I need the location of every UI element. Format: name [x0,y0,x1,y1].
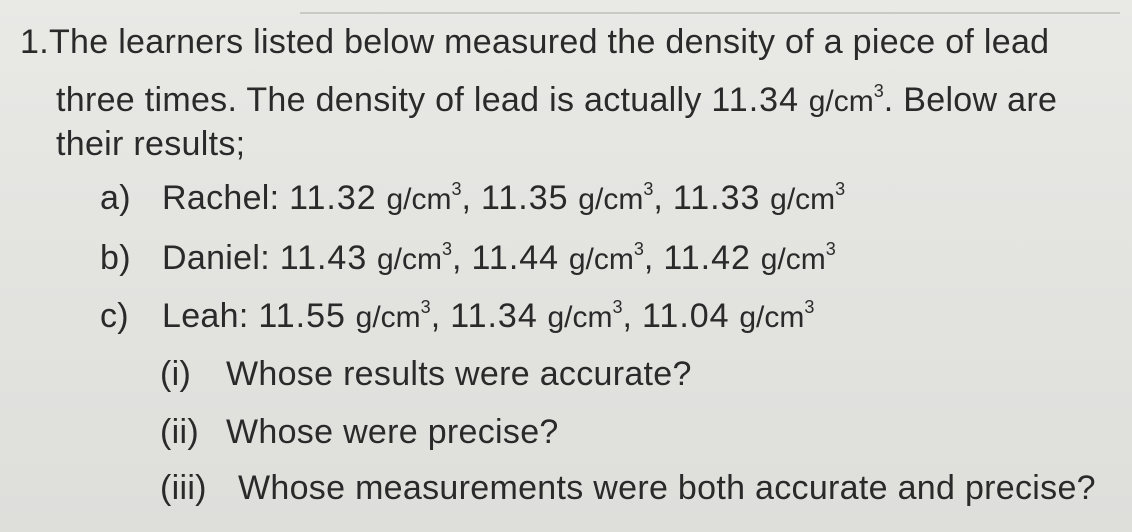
measurement-value: 11.32 [289,179,377,217]
measurement-unit: $g/cm^3$ [547,297,623,334]
measurement-value: 11.55 [258,297,346,335]
learner-name: Daniel: [162,239,270,277]
question-intro-line2-a: three times. The density of lead is actually [56,81,712,119]
sub-question-i [160,354,692,394]
measurement-unit: $g/cm^3$ [760,239,836,276]
sub-question-label: (i) [160,355,192,393]
learner-row-leah: c) Leah: 11.55 $g/cm^3$, 11.34 $g/cm^3$, 11.04 $g/cm^3$ [100,297,815,335]
learner-label: c) [100,297,129,335]
measurement-unit: $g/cm^3$ [739,297,815,334]
question-line-3 [56,124,245,164]
measurement-value: 11.34 [450,297,538,335]
question-line-1 [20,22,1049,62]
actual-density-value: 11.34 [711,81,799,119]
sub-question-iii [160,468,1096,508]
measurement-value: 11.42 [663,239,751,277]
measurement-unit: $g/cm^3$ [355,297,431,334]
question-intro-line1: The learners listed below measured the density of a piece of lead [48,23,1050,61]
sub-question-text: Whose measurements were both accurate and precise? [238,469,1096,507]
learner-row-rachel: a) Rachel: 11.32 $g/cm^3$, 11.35 $g/cm^3$, 11.33 $g/cm^3$ [100,179,846,217]
sub-question-text: Whose were precise? [226,413,559,451]
measurement-value: 11.44 [471,239,560,277]
measurement-unit: $g/cm^3$ [386,179,462,216]
top-rule [300,12,1120,14]
sub-question-text: Whose results were accurate? [226,355,692,393]
measurement-unit: $g/cm^3$ [770,179,846,216]
measurement-value: 11.43 [279,239,368,277]
sub-question-ii [160,412,559,452]
measurement-unit: $g/cm^3$ [578,179,654,216]
actual-density-unit: $g/cm^3$ [808,81,884,118]
measurement-unit: $g/cm^3$ [377,239,453,276]
question-intro-line3: their results; [56,125,246,163]
learner-label: a) [100,179,131,217]
measurement-value: 11.33 [672,179,761,217]
question-number: 1. [20,23,49,61]
learner-name: Rachel: [162,179,280,217]
measurement-unit: $g/cm^3$ [568,239,644,276]
sub-question-label: (iii) [160,469,207,507]
sub-question-label: (ii) [160,413,199,451]
learner-label: b) [100,239,131,277]
measurement-value: 11.35 [480,179,569,217]
question-intro-line2-b: . Below are [883,81,1058,119]
learner-name: Leah: [162,297,249,335]
question-line-2 [56,80,1057,122]
learner-row-daniel: b) Daniel: 11.43 $g/cm^3$, 11.44 $g/cm^3$, 11.42 $g/cm^3$ [100,239,836,277]
measurement-value: 11.04 [642,297,730,335]
